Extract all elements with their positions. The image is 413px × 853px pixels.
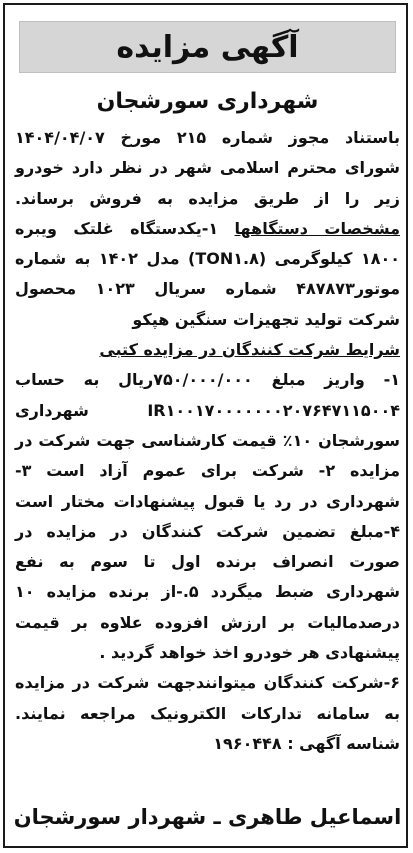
signature: اسماعیل طاهری ـ شهردار سورشجان xyxy=(13,805,402,829)
notice-body xyxy=(15,123,400,759)
specs-label: مشخصات دستگاهها xyxy=(234,218,400,238)
condition-6: ۶-شرکت کنندگان میتوانندجهت شرکت در مزایده به سامانه تدارکات الکترونیک مراجعه نمایند. شناسه آگهی : ۱۹۶۰۴۴۸ xyxy=(15,673,400,753)
condition-6-paragraph xyxy=(15,668,400,759)
conditions-heading: شرایط شرکت کنندگان در مزایده کتبی xyxy=(99,340,400,360)
intro-paragraph xyxy=(15,123,400,335)
condition-1b: شهرداری سورشجان ۱۰٪ قیمت کارشناسی جهت شرکت در مزایده ۲- شرکت برای عموم آزاد است ۳-شهرداری در رد یا قبول پیشنهادات مختار است ۴-مبلغ تضمین شرکت کنندگان در مزایده در صورت انصراف برنده اول تا سوم به نفع شهرداری ضبط میگردد ۵.-از برنده مزایده ۱۰ درصدمالیات بر ارزش افزوده علاوه بر قیمت پیشنهادی هر خودرو اخذ خواهد گردید . xyxy=(15,400,401,663)
conditions-paragraph xyxy=(15,365,400,668)
iban-number: IR۱۰۰۱۷۰۰۰۰۰۰۰۲۰۷۶۴۷۱۱۵۰۰۴ xyxy=(147,400,400,420)
title-banner xyxy=(19,21,396,73)
notice-title: آگهی مزایده xyxy=(116,29,299,65)
intro-text: باستناد مجوز شماره ۲۱۵ مورخ ۱۴۰۴/۰۴/۰۷ شورای محترم اسلامی شهر در نظر دارد خودرو زیر را از طریق مزایده به فروش برساند. xyxy=(15,128,400,208)
organization-name: شهرداری سورشجان xyxy=(96,89,319,114)
specs-text: ۱-یکدستگاه غلتک ویبره ۱۸۰۰ کیلوگرمی (TON۱.۸) مدل ۱۴۰۲ به شماره موتور۴۸۷۸۷۳ شماره سریال ۱۰۲۳ محصول شرکت تولید تجهیزات سنگین هپکو xyxy=(15,218,401,329)
condition-1a: ۱- واریز مبلغ ۷۵۰/۰۰۰/۰۰۰ریال به حساب xyxy=(15,370,400,390)
notice-frame xyxy=(3,3,408,848)
